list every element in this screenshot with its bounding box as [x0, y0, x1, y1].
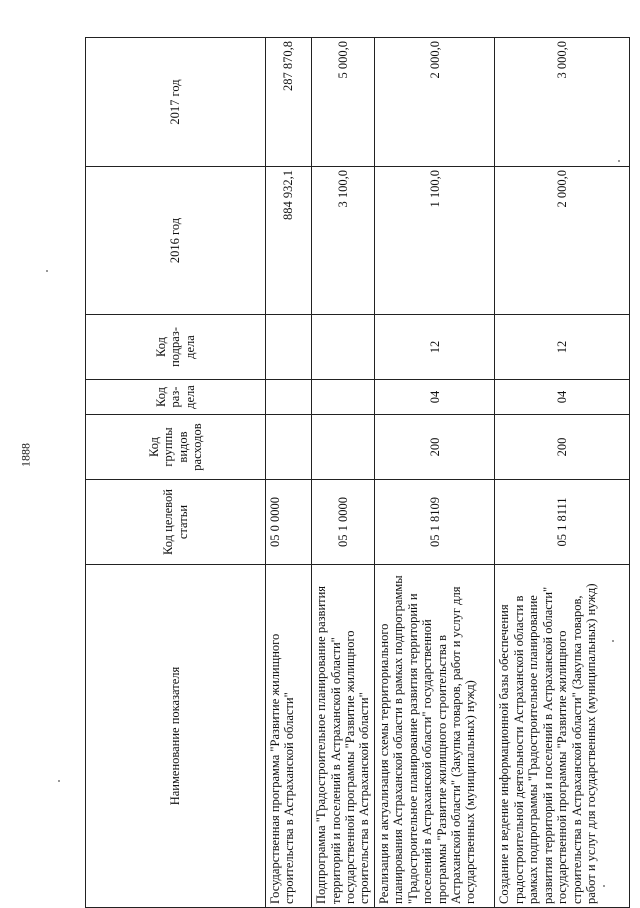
header-year-2017: 2017 год	[86, 38, 266, 167]
cell-2016: 1 100,0	[375, 167, 495, 315]
cell-2017: 5 000,0	[312, 38, 375, 167]
cell-name: Создание и ведение информационной базы обеспечения градостроительной деятельности Астраханской области в рамках подпрограммы "Градостроительное планирование развития территорий и поселений в Астраханской области" государственной программы "Развитие жилищного строительства в Астраханской области" (Закупка товаров, работ и услуг для государственных (муниципальных) нужд)	[495, 565, 630, 908]
cell-target-code: 05 1 0000	[312, 480, 375, 565]
cell-name: Подпрограмма "Градостроительное планирование развития территорий и поселений в Астраханской области" государственной программы "Развитие жилищного строительства в Астраханской области"	[312, 565, 375, 908]
table-row	[266, 38, 312, 908]
cell-target-code: 05 0 0000	[266, 480, 312, 565]
cell-subsection	[266, 315, 312, 380]
cell-2017: 2 000,0	[375, 38, 495, 167]
cell-2016: 884 932,1	[266, 167, 312, 315]
rotated-table-wrapper	[85, 38, 630, 908]
cell-subsection: 12	[495, 315, 630, 380]
cell-2016: 3 100,0	[312, 167, 375, 315]
header-subsection: Код подраз-дела	[86, 315, 266, 380]
cell-name: Реализация и актуализация схемы территориального планирования Астраханской области в рамках подпрограммы "Градостроительное планирование развития территорий и поселений в Астраханской области" государственной программы "Развитие жилищного строительства в Астраханской области" (Закупка товаров, работ и услуг для государственных (муниципальных) нужд)	[375, 565, 495, 908]
table-row	[312, 38, 375, 908]
header-section: Код раз-дела	[86, 380, 266, 415]
cell-subsection: 12	[375, 315, 495, 380]
page-number: 1888	[18, 443, 33, 467]
cell-section	[266, 380, 312, 415]
table-row	[495, 38, 630, 908]
scan-speck	[618, 160, 620, 162]
cell-2017: 3 000,0	[495, 38, 630, 167]
header-expense-group: Код группы видов расходов	[86, 415, 266, 480]
header-target-code: Код целевой статьи	[86, 480, 266, 565]
cell-subsection	[312, 315, 375, 380]
cell-expense-group: 200	[495, 415, 630, 480]
cell-target-code: 05 1 8109	[375, 480, 495, 565]
cell-name: Государственная программа "Развитие жилищного строительства в Астраханской области"	[266, 565, 312, 908]
cell-2017: 287 870,8	[266, 38, 312, 167]
cell-expense-group	[312, 415, 375, 480]
scan-speck	[612, 640, 614, 642]
scan-speck	[46, 270, 48, 272]
cell-expense-group	[266, 415, 312, 480]
scan-speck	[603, 885, 605, 887]
cell-section: 04	[495, 380, 630, 415]
cell-section	[312, 380, 375, 415]
cell-section: 04	[375, 380, 495, 415]
header-year-2016: 2016 год	[86, 167, 266, 315]
table-row	[375, 38, 495, 908]
scan-speck	[58, 780, 60, 782]
cell-target-code: 05 1 8111	[495, 480, 630, 565]
cell-expense-group: 200	[375, 415, 495, 480]
cell-2016: 2 000,0	[495, 167, 630, 315]
header-name: Наименование показателя	[86, 565, 266, 908]
budget-table	[85, 37, 630, 908]
table-header-row	[86, 38, 266, 908]
